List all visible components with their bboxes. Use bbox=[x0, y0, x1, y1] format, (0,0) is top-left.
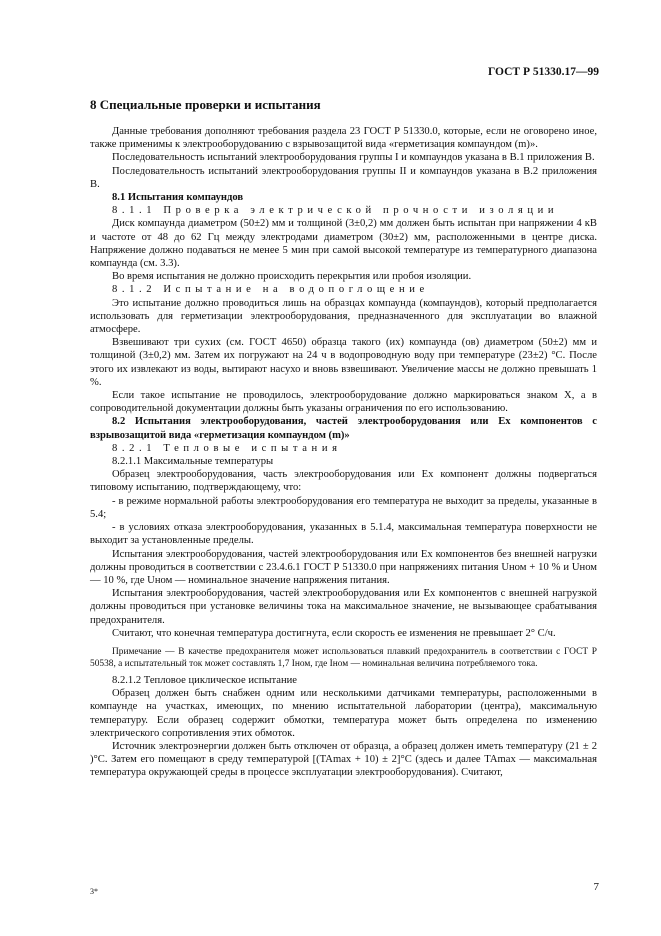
paragraph: Образец должен быть снабжен одним или несколькими датчиками температуры, расположенными в компаунде на участках, имеющих, по мнению испытательной лаборатории (центра), максимальную температуру. Если образец содержит обмотки, температура может быть определена по изменению электрического сопротивления этих обмоток. bbox=[90, 688, 597, 739]
subsection-heading: 8.1 Испытания компаундов bbox=[112, 192, 244, 204]
paragraph: Если такое испытание не проводилось, электрооборудование должно маркироваться знаком X, а в сопроводительной документации должны быть указаны ограничения по его использованию. bbox=[90, 390, 597, 415]
paragraph: Последовательность испытаний электрооборудования группы II и компаундов указана в В.2 приложения В. bbox=[90, 165, 597, 190]
paragraph: Последовательность испытаний электрооборудования группы I и компаундов указана в В.1 приложения В. bbox=[112, 152, 595, 164]
paragraph: Диск компаунда диаметром (50±2) мм и толщиной (3±0,2) мм должен быть испытан при напряжении 4 кВ и частоте от 48 до 62 Гц между электродами диаметром (30±2) мм, расположенными в центре диска. Напряжение должно подаваться не менее 5 мин при самой высокой температуре из температурного диапазона компаунда (см. 3.3). bbox=[90, 218, 597, 270]
paragraph: Образец электрооборудования, часть электрооборудования или Ex компонент должны подвергаться типовому испытанию, подтверждающему, что: bbox=[90, 469, 597, 494]
paragraph: Во время испытания не должно происходить перекрытия или пробоя изоляции. bbox=[112, 271, 472, 283]
clause-heading: 8.1.2 Испытание на водопоглощение bbox=[112, 284, 429, 296]
section-title: 8 Специальные проверки и испытания bbox=[90, 97, 321, 112]
footer-signature-mark: 3* bbox=[90, 887, 98, 896]
clause-heading: 8.2.1.1 Максимальные температуры bbox=[112, 456, 274, 468]
paragraph: Испытания электрооборудования, частей электрооборудования или Ex компонентов с внешней нагрузкой должны проводиться при установке величины тока на максимальное значение, не вызывающее срабатывания предохранителя. bbox=[90, 588, 597, 626]
document-id-header: ГОСТ Р 51330.17—99 bbox=[488, 66, 599, 78]
paragraph: Взвешивают три сухих (см. ГОСТ 4650) образца такого (их) компаунда (ов) диаметром (50±2) мм и толщиной (3±0,2) мм. Затем их погружают на 24 ч в водопроводную воду при температуре (23±2) °С. После этого их извлекают из воды, вытирают насухо и вновь взвешивают. Увеличение массы не должно превышать 1 %. bbox=[90, 337, 597, 388]
paragraph: Данные требования дополняют требования раздела 23 ГОСТ Р 51330.0, которые, если не оговорено иное, также применимы к электрооборудованию с взрывозащитой вида «герметизация компаундом (m)». bbox=[90, 126, 597, 151]
paragraph: Источник электроэнергии должен быть отключен от образца, а образец должен иметь температуру (21 ± 2 )°С. Затем его помещают в среду температурой [(TAmax + 10) ± 2]°С (здесь и далее TAmax — максимальная температура окружающей среды в процессе эксплуатации электрооборудования). Считают, bbox=[90, 740, 597, 779]
page-number: 7 bbox=[593, 881, 599, 893]
clause-heading: 8.2.1.2 Тепловое циклическое испытание bbox=[112, 674, 297, 686]
subsection-heading: 8.2 Испытания электрооборудования, частей электрооборудования или Ex компонентов с взрывозащитой вида «герметизация компаундом (m)» bbox=[90, 416, 597, 441]
list-item: - в условиях отказа электрооборудования, указанных в 5.1.4, максимальная температура поверхности не выходит за установленные пределы. bbox=[90, 522, 597, 547]
list-item: - в режиме нормальной работы электрооборудования его температура не выходит за пределы, указанные в 5.4; bbox=[90, 495, 597, 520]
paragraph: Считают, что конечная температура достигнута, если скорость ее изменения не превышает 2° С/ч. bbox=[112, 627, 556, 639]
paragraph: Испытания электрооборудования, частей электрооборудования или Ex компонентов без внешней нагрузки должны проводиться в соответствии с 23.4.6.1 ГОСТ Р 51330.0 при напряжениях питания Uном + 10 % и Uном — 10 %, где Uном — номинальное значение напряжения питания. bbox=[90, 548, 597, 586]
clause-heading: 8.1.1 Проверка электрической прочности изоляции bbox=[112, 205, 559, 217]
note: Примечание — В качестве предохранителя может использоваться плавкий предохранитель в соответствии с ГОСТ Р 50538, а испытательный ток может составлять 1,7 Iном, где Iном — номинальная величина потребляемого тока. bbox=[90, 646, 597, 669]
clause-heading: 8.2.1 Тепловые испытания bbox=[112, 442, 342, 454]
paragraph: Это испытание должно проводиться лишь на образцах компаунда (компаундов), который предполагается использовать для герметизации электрооборудования, предназначенного для эксплуатации во влажной атмосфере. bbox=[90, 297, 597, 336]
document-body bbox=[90, 125, 597, 780]
